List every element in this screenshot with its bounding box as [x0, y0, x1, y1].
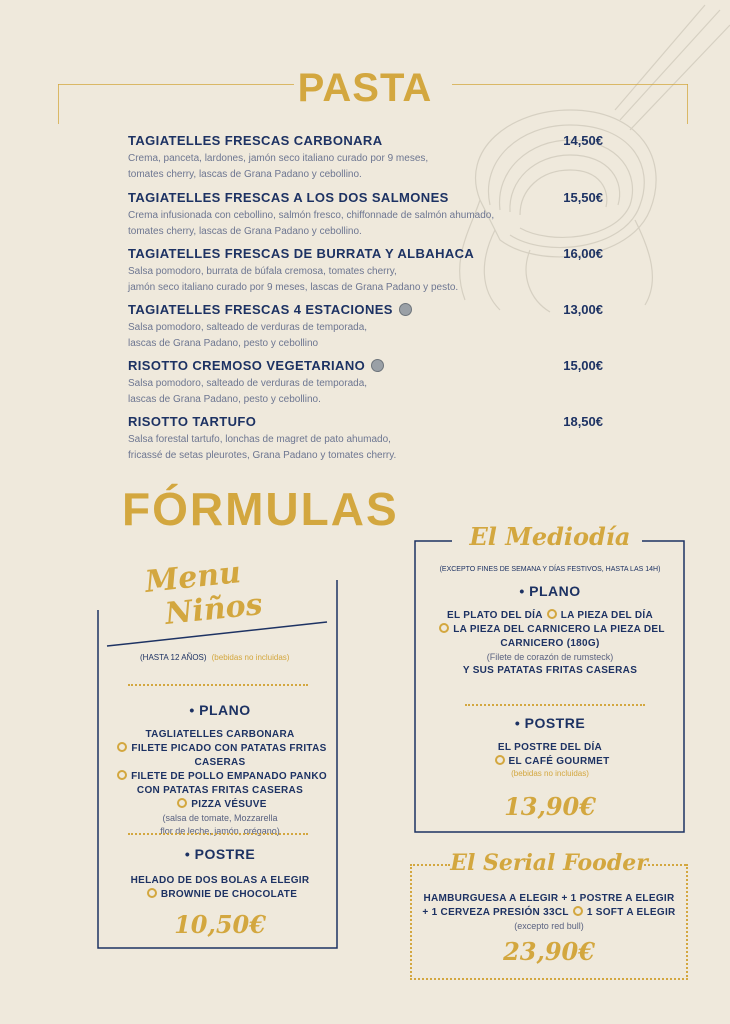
bullet-ring-icon — [147, 888, 157, 898]
menu-item — [128, 190, 603, 240]
dish-description: Salsa pomodoro, burrata de búfala cremosa, tomates cherry, jamón seco italiano curado por 9 meses, lascas de Grana Padano y pesto. — [128, 266, 459, 293]
dish-price: 13,00€ — [563, 302, 603, 317]
dish-name: TAGIATELLES FRESCAS DE BURRATA Y ALBAHACA — [128, 246, 475, 261]
mediodia-plano: • PLANO EL PLATO DEL DÍA LA PIEZA DEL DÍA LA PIEZA DEL CARNICERO LA PIEZA DEL CARNICERO (180G) (Filete de corazón de rumsteck) Y SUS PATATAS FRITAS CASERAS — [412, 583, 688, 678]
vegetarian-icon — [371, 359, 384, 372]
dish-description: Salsa forestal tartufo, lonchas de magret de pato ahumado, fricassé de setas pleurotes, Grana Padano y tomates cherry. — [128, 434, 397, 461]
bullet-ring-icon — [117, 742, 127, 752]
dish-price: 18,50€ — [563, 414, 603, 429]
dish-price: 15,00€ — [563, 358, 603, 373]
serial-content: HAMBURGUESA A ELEGIR + 1 POSTRE A ELEGIR + 1 CERVEZA PRESIÓN 33CL 1 SOFT A ELEGIR (excepto red bull) — [422, 893, 676, 931]
mediodia-divider — [465, 704, 645, 706]
pasta-title: PASTA — [297, 66, 433, 110]
dish-price: 14,50€ — [563, 133, 603, 148]
dish-name: TAGIATELLES FRESCAS 4 ESTACIONES — [128, 302, 603, 317]
menu-item — [128, 133, 603, 183]
ninos-title-line2: Niños — [163, 586, 265, 633]
ninos-postre: • POSTRE HELADO DE DOS BOLAS A ELEGIR BROWNIE DE CHOCOLATE — [130, 846, 310, 900]
dish-description: Salsa pomodoro, salteado de verduras de temporada, lascas de Grana Padano, pesto y cebollino. — [128, 378, 368, 406]
bullet-ring-icon — [177, 798, 187, 808]
bullet-ring-icon — [117, 770, 127, 780]
menu-item — [128, 302, 603, 352]
serial-title: El Serial Fooder — [450, 850, 648, 876]
menu-item — [128, 414, 603, 464]
dish-description: Crema, panceta, lardones, jamón seco italiano curado por 9 meses, tomates cherry, lascas de Grana Padano y cebollino. — [128, 153, 429, 180]
dish-description: Salsa pomodoro, salteado de verduras de temporada, lascas de Grana Padano, pesto y cebollino — [128, 322, 368, 350]
dish-name: TAGIATELLES FRESCAS CARBONARA — [128, 133, 383, 148]
ninos-plano: • PLANO TAGLIATELLES CARBONARA FILETE PICADO CON PATATAS FRITAS CASERAS FILETE DE POLLO EMPANADO PANKO CON PATATAS FRITAS CASERAS PIZZA VÉSUVE (salsa de tomate, Mozzarella flor de leche, jamón, orégano) — [100, 702, 340, 838]
dish-name: TAGIATELLES FRESCAS A LOS DOS SALMONES — [128, 190, 449, 205]
serial-price: 23,90€ — [503, 937, 595, 966]
ninos-divider — [128, 684, 308, 686]
bullet-ring-icon — [573, 906, 583, 916]
formulas-title: FÓRMULAS — [122, 483, 399, 535]
dish-price: 15,50€ — [563, 190, 603, 205]
bullet-ring-icon — [547, 609, 557, 619]
menu-item — [128, 358, 603, 408]
dish-price: 16,00€ — [563, 246, 603, 261]
dish-name: RISOTTO TARTUFO — [128, 414, 257, 429]
mediodia-postre: • POSTRE EL POSTRE DEL DÍA EL CAFÉ GOURMET (bebidas no incluidas) — [412, 715, 688, 778]
bullet-ring-icon — [439, 623, 449, 633]
dish-description: Crema infusionada con cebollino, salmón fresco, chiffonnade de salmón ahumado, tomates cherry, lascas de Grana Padano y cebollino. — [128, 210, 495, 237]
mediodia-note: (EXCEPTO FINES DE SEMANA Y DÍAS FESTIVOS, HASTA LAS 14H) — [439, 566, 661, 573]
ninos-divider — [128, 833, 308, 835]
vegetarian-icon — [399, 303, 412, 316]
menu-item — [128, 246, 603, 296]
dish-name: RISOTTO CREMOSO VEGETARIANO — [128, 358, 603, 373]
ninos-price: 10,50€ — [174, 910, 266, 939]
mediodia-title: El Mediodía — [469, 522, 631, 551]
ninos-notes: (HASTA 12 AÑOS) (bebidas no incluidas) — [140, 653, 290, 662]
ninos-title-line1: Menu — [143, 555, 243, 600]
mediodia-price: 13,90€ — [504, 792, 596, 821]
bullet-ring-icon — [495, 755, 505, 765]
